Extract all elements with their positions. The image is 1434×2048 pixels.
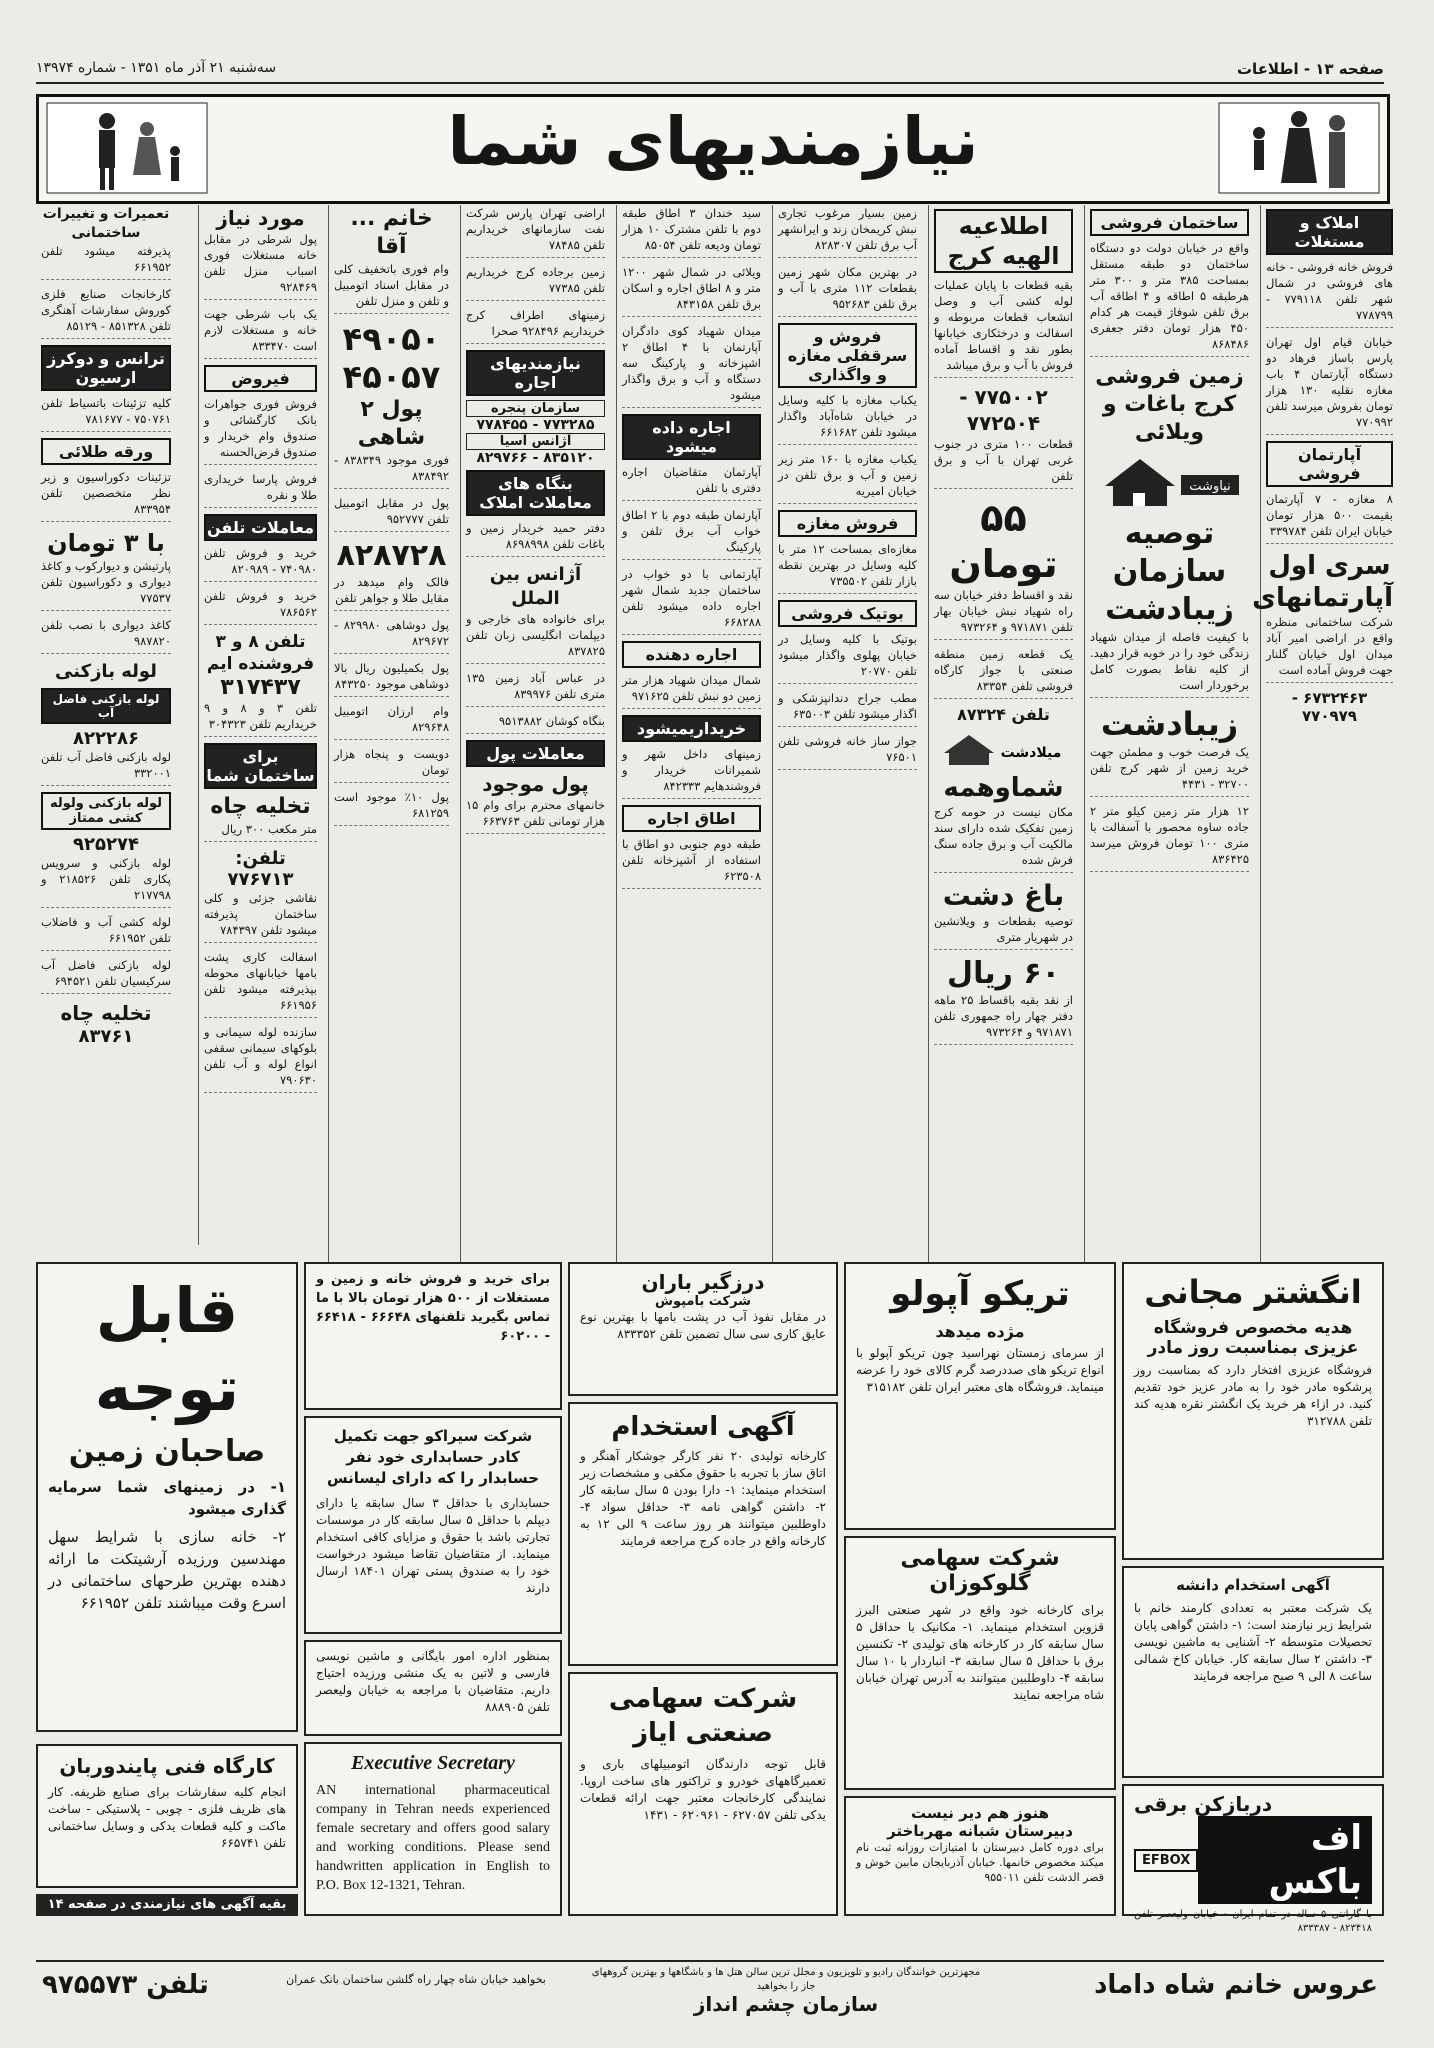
ad-headline: پول موجود — [482, 772, 589, 796]
ad-item: یک باب شرطی جهت خانه و مستغلات لازم است ۸۳۳۴۷۰ — [204, 306, 317, 359]
column-agencies — [460, 205, 610, 1275]
ad-title: شرکت سیراکو جهت تکمیل کادر حسابداری خود نفر حسابدار را که دارای لیسانس — [326, 1427, 540, 1487]
ad-headline: سری اول آپارتمانهای — [1252, 551, 1393, 613]
ad-paragraph: فروشگاه عزیزی افتخار دارد که بمناسبت روز پرشکوه مادر خود را به مادر عزیز خود تقدیم کنید. در ازاء هر خرید یک انگشتر نقره هدیه کند تلفن ۳۱۲۷۸۸ — [1134, 1363, 1372, 1428]
ad-item: کاغذ دیواری با نصب تلفن ۹۸۷۸۲۰ — [41, 617, 171, 654]
ad-subtitle: صاحبان زمین — [68, 1434, 266, 1469]
ad-item: پول بکمیلیون ریال بالا دوشاهی موجود ۸۴۳۲۵۰ — [334, 660, 449, 697]
page-footer — [36, 1960, 1384, 2016]
section-heading: آپارتمان فروشی — [1266, 441, 1393, 487]
ad-item: نقاشی جزئی و کلی ساختمان پذیرفته میشود تلفن ۷۸۴۳۹۷ — [204, 890, 317, 943]
ad-item: توصیه بقطعات و ویلانشین در شهریار متری — [934, 913, 1073, 950]
section-heading: خریداریمیشود — [622, 715, 761, 742]
ad-box-angoshtar — [1122, 1262, 1384, 1560]
ad-item: کارخانجات صنایع فلزی کوروش سفارشات آهنگری تلفن ۸۵۱۳۲۸ - ۸۵۱۲۹ — [41, 286, 171, 339]
ad-paragraph: از سرمای زمستان نهراسید چون تریکو آپولو با انواع تریکو های صددرصد گرم کالای خود را عرضه مینماید. فروشگاه های معتبر ایران تلفن ۳۱۵۱۸۲ — [856, 1346, 1104, 1394]
ad-item: از نقد بقیه باقساط ۲۵ ماهه دفتر چهار راه جمهوری تلفن ۹۷۱۸۷۱ و ۹۷۳۲۶۴ — [934, 992, 1073, 1045]
miladasht-logo-icon — [939, 727, 1069, 769]
ad-item: زمینهای داخل شهر و شمیرانات خریدار و فروشندهایم ۸۴۲۳۳۳ — [622, 746, 761, 799]
ad-paragraph: بمنظور اداره امور بایگانی و ماشین نویسی فارسی و لاتین به یک منشی ورزیده احتیاج داریم. متقاضیان با مراجعه به خیابان ولیعصر تلفن ۸۸۸۹۰۵ — [316, 1649, 550, 1714]
ad-item: تلفن ۳ و ۸ و ۹ خریداریم تلفن ۳۰۴۳۲۳ — [204, 700, 317, 737]
section-banner — [36, 94, 1390, 204]
ad-item: لوله بازکنی فاضل آب سرکیسیان تلفن ۶۹۴۵۲۱ — [41, 957, 171, 994]
section-heading: معاملات تلفن — [204, 514, 317, 541]
ad-paragraph: برای خرید و فروش خانه و زمین و مستغلات از ۵۰۰ هزار تومان بالا با ما تماس بگیرید تلفنهای ۶۶۶۴۸ - ۶۶۴۱۸ - ۶۰۲۰۰ — [316, 1272, 550, 1344]
ad-paragraph: AN international pharmaceutical company in Tehran needs experienced female secretary and offers good salary and working conditions. Please send handwritten application in English to P.O. Box 12-1321, Tehran. — [316, 1783, 550, 1893]
ad-title: انگشتر مجانی — [1144, 1273, 1362, 1311]
ad-box-executive-secretary — [304, 1742, 562, 1916]
ad-title: آگهی استخدام دانشه — [1176, 1576, 1330, 1594]
footer-left-phone: تلفن ۹۷۵۵۷۳ — [42, 1970, 209, 2000]
ad-title: آگهی استخدام — [611, 1412, 795, 1442]
ad-item: اسفالت کاری پشت بامها خیابانهای محوطه بپذیرفته میشود تلفن ۶۶۱۹۵۶ — [204, 949, 317, 1018]
ad-item: بوتیک با کلیه وسایل در خیابان پهلوی واگذار میشود تلفن ۲۰۷۷۰ — [778, 631, 917, 684]
ad-item: نقد و اقساط دفتر خیابان سه راه شهیاد نبش خیابان بهار تلفن ۹۷۱۸۷۱ و ۹۷۳۲۶۴ — [934, 587, 1073, 640]
ad-headline: تعمیرات و تغییرات ساختمانی — [42, 206, 170, 241]
ad-item: طبقه دوم جنوبی دو اطاق با استفاده از آشپزخانه تلفن ۶۲۳۵۰۸ — [622, 836, 761, 889]
footer-center-text: مجهزترین خوانندگان رادیو و تلویزیون و مجلل ترین سالن هتل ها و باشگاهها و بهترین گروههای جاز را بخواهید — [591, 1967, 981, 1992]
ad-item: زمین بسیار مرغوب تجاری نبش کریمخان زند و ایرانشهر آب برق تلفن ۸۲۸۳۰۷ — [778, 205, 917, 258]
ad-phone: ۴۹۰۵۰ — [342, 320, 441, 358]
ad-box-estekhdam — [568, 1402, 838, 1666]
ad-subtitle: دبیرستان شبانه مهرباختر — [887, 1822, 1073, 1840]
ad-paragraph: قابل توجه دارندگان اتومبیلهای باری و تعمیرگاههای خودرو و تراکتور های ساخت اروپا. نمایندگی کارخانجات معتبر جهت ارائه قطعات یدکی تلفن ۶۲۷۰۵۷ - ۶۲۰۹۶۱ - ۱۴۳۱ — [580, 1757, 826, 1822]
section-heading: فروش و سرقفلی مغازه و واگذاری — [778, 323, 917, 388]
ad-title: دربازکن برقی — [1134, 1792, 1273, 1816]
ad-phone: تلفن: ۷۷۶۷۱۳ — [227, 848, 294, 890]
ad-box-kargah — [36, 1744, 298, 1888]
section-heading: فیروض — [204, 365, 317, 392]
section-heading: ترانس و دوکرز ارسیون — [41, 345, 171, 391]
ad-paragraph: حسابداری با حداقل ۳ سال سابقه یا دارای دیپلم با حداقل ۵ سال سابقه کار در موسسات تجارتی باشد با حقوق و مزایای کافی استخدام مینماید. از متقاضیان تقاضا میشود درخواست خود را به صندوق پستی تهران ۱۸۴۰۱ ارسال دارند — [316, 1496, 551, 1595]
ad-item: شمال میدان شهیاد هزار متر زمین دو نبش تلفن ۹۷۱۶۲۵ — [622, 672, 761, 709]
ad-item: بنگاه کوشان ۹۵۱۳۸۸۲ — [466, 713, 605, 734]
ad-subtitle: شرکت بامپوش — [655, 1294, 751, 1309]
ad-phone: ۶۷۳۲۴۶۳ - ۷۷۰۹۷۹ — [1291, 689, 1368, 725]
ad-box-golkuzan — [844, 1536, 1116, 1790]
ad-paragraph: کارخانه تولیدی ۲۰ نفر کارگر جوشکار آهنگر و اتاق ساز با تجربه با حقوق مکفی و مشخصات زیر استخدام مینماید: ۱- دارا بودن ۵ سال سابقه کار ۲- داشتن گواهی نامه ۳- حداقل سواد ۴- داوطلبین میتوانند هر روز ساعت ۹ الی ۱۲ به کارخانه واقع در جاده کرج مراجعه فرمایند — [580, 1449, 827, 1548]
section-heading: اجاره دهنده — [622, 641, 761, 668]
section-heading: لوله بازکنی ولوله کشی ممتاز — [41, 792, 171, 830]
house-logo-icon — [1095, 451, 1245, 511]
banner-title: نیازمندیهای شما — [447, 103, 979, 180]
ad-title: قابل توجه — [94, 1274, 240, 1425]
ad-item: لوله بازکنی فاضل آب تلفن ۳۳۲۰۰۱ — [41, 749, 171, 786]
column-rentals — [616, 205, 766, 1275]
ad-paragraph: برای کارخانه خود واقع در شهر صنعتی البرز قزوین استخدام مینماید. ۱- مکانیک با حداقل ۵ سال سابقه کار در کارخانه های تولیدی ۲- تکنسین برق با حداقل ۵ سال سابقه ۳- انباردار با ۱۰ سال سابقه ۴- داوطلبین میتوانند به آدرس تهران خیابان شاه مراجعه نمایند — [856, 1603, 1105, 1702]
ad-item: خانمهای محترم برای وام ۱۵ هزار تومانی تلفن ۶۶۳۷۶۳ — [466, 797, 605, 834]
ad-headline: با ۳ تومان — [47, 529, 165, 557]
ad-paragraph: یک شرکت معتبر به تعدادی کارمند خانم با شرایط زیر نیازمند است: ۱- داشتن گواهی پایان تحصیلات متوسطه ۲- آشنایی به ماشین نویسی ۳- داشتن ۲ سال سابقه کار. خیابان کاخ شمالی ساعت ۸ الی ۹ صبح مراجعه فرمایند — [1134, 1601, 1372, 1683]
efbox-brand: اف باکس — [1198, 1816, 1372, 1904]
ad-box-tricot-apollo — [844, 1262, 1116, 1530]
section-heading: بوتیک فروشی — [778, 600, 917, 627]
ad-item: خرید و فروش تلفن ۷۸۶۵۶۲ — [204, 588, 317, 625]
page-header — [36, 56, 1384, 84]
ad-title: کارگاه فنی پایندوربان — [59, 1754, 275, 1778]
ad-item: با کیفیت فاصله از میدان شهیاد زندگی خود را در خوبه قرار دهید. از کلیه نقاط بصورت کامل برخوردار است — [1090, 629, 1249, 698]
section-heading: معاملات پول — [466, 740, 605, 767]
ad-box-darzgir — [568, 1262, 838, 1396]
ad-phone: ۳۱۷۴۳۷ — [220, 675, 301, 700]
ad-title: شرکت سهامی صنعتی ایاز — [608, 1684, 798, 1748]
ad-phone: ۸۲۸۷۲۸ — [336, 538, 447, 573]
ad-paragraph: در مقابل نفوذ آب در پشت بامها با بهترین نوع عایق کاری سی سال تضمین تلفن ۸۳۳۳۵۲ — [580, 1310, 826, 1341]
ad-item: پول شرطی در مقابل خانه مستغلات فوری اسباب منزل تلفن ۹۲۸۴۶۹ — [204, 231, 317, 300]
ad-item: یکباب مغازه با ۱۶۰ متر زیر زمین و آب و برق تلفن در خیابان امیریه — [778, 451, 917, 504]
ad-phone: تلفن ۸۷۳۲۴ — [957, 705, 1050, 724]
ad-item: پارتیشن و دیوارکوب و کاغذ دیواری و دکوراسیون تلفن ۷۷۵۳۷ — [41, 558, 171, 611]
ad-item: در عباس آباد زمین ۱۳۵ متری تلفن ۸۳۹۹۷۶ — [466, 670, 605, 707]
ad-phone: ۴۵۰۵۷ — [342, 358, 441, 396]
column-karaj-land — [928, 205, 1078, 1275]
ad-item: یک فرصت خوب و مطمئن جهت خرید زمین از شهر کرج تلفن ۳۲۷۰۰ - ۴۴۳۱ — [1090, 744, 1249, 797]
ad-item: دفتر حمید خریدار زمین و باغات تلفن ۸۶۹۸۹۹۸ — [466, 520, 605, 557]
ad-item: آپارتمانی با دو خواب در ساختمان جدید شمال شهر اجاره داده میشود تلفن ۶۶۸۲۸۸ — [622, 566, 761, 635]
ad-item: آپارتمان طبقه دوم با ۲ اطاق خواب آب برق تلفن و پارکینگ — [622, 507, 761, 560]
family-illustration-right — [1219, 103, 1379, 193]
section-heading: ساختمان فروشی — [1090, 209, 1249, 236]
continued-notice: بقیه آگهی های نیازمندی در صفحه ۱۴ — [36, 1894, 298, 1916]
ad-item: زمینهای اطراف کرج خریداریم ۹۲۸۴۹۶ صحرا — [466, 307, 605, 344]
ad-item: سید خندان ۳ اطاق طبقه دوم با تلفن مشترک ۱۰ هزار تومان ودیعه تلفن ۸۵۰۵۴ — [622, 205, 761, 258]
ad-item: اراضی تهران پارس شرکت نفت سازمانهای خریداریم تلفن ۷۸۴۸۵ — [466, 205, 605, 258]
ad-paragraph: برای دوره کامل دبیرستان با امتیازات روزانه ثبت نام میکند مخصوص خانمها. خیابان آذربایجان مابین خوش و قصر الدشت تلفن ۹۵۵۰۱۱ — [856, 1841, 1104, 1884]
ad-item: فروش خانه فروشی - خانه های فروشی در شمال شهر تلفن ۷۷۹۱۱۸ - ۷۷۸۷۹۹ — [1266, 259, 1393, 328]
ad-subtitle: مژده میدهد — [935, 1322, 1025, 1341]
ad-item: یکباب مغازه با کلیه وسایل در خیابان شاه‌آباد واگذار میشود تلفن ۶۶۱۶۸۲ — [778, 392, 917, 445]
ad-box-qabel-tavajoh — [36, 1262, 298, 1732]
family-illustration-left — [47, 103, 207, 193]
ad-box-efbox — [1122, 1784, 1384, 1934]
column-real-estate — [1252, 205, 1398, 1275]
ad-headline: باغ دشت — [942, 879, 1065, 912]
ad-item: مطب جراح دندانپزشکی و اگذار میشود تلفن ۶۳۵۰۰۳ — [778, 690, 917, 727]
ad-item: خیابان قیام اول تهران پارس باساز فرهاد دو دستگاه آپارتمان ۴ باب مغازه نقلیه ۱۳۰ هزار تومان بفروش میرسد تلفن ۷۷۰۹۹۲ — [1266, 334, 1393, 435]
ad-item: کلیه تزئینات باتسیاط تلفن ۷۵۰۷۶۱ - ۷۸۱۶۷۷ — [41, 395, 171, 432]
ad-title: هنوز هم دیر نیست — [911, 1804, 1049, 1822]
ad-headline: زیبادشت — [1100, 705, 1239, 743]
ad-box-ayaz — [568, 1672, 838, 1916]
ad-item: برای خانواده های خارجی و دیپلمات انگلیسی زبان تلفن ۸۳۷۸۲۵ — [466, 611, 605, 664]
ad-paragraph: انجام کلیه سفارشات برای صنایع ظریفه. کار های ظریف فلزی - چوبی - پلاستیکی - ساخت ماکت و کلیه قطعات یدکی و وسایل ساختمانی تلفن ۶۶۵۷۴۱ — [48, 1785, 286, 1850]
section-heading: ورقه طلائی — [41, 438, 171, 465]
ad-box-sirko — [304, 1416, 562, 1634]
page-label: صفحه ۱۳ - اطلاعات — [1236, 60, 1384, 78]
ad-subtitle: عزیزی بمناسبت روز مادر — [1147, 1338, 1359, 1358]
ad-item: یک قطعه زمین منطقه صنعتی با جواز کارگاه فروشی تلفن ۸۳۳۵۴ — [934, 646, 1073, 699]
ad-phone: ۸۲۲۲۸۶ — [73, 728, 139, 749]
ad-headline: تلفن ۸ و ۳ فروشنده ایم — [206, 632, 315, 674]
ad-item: شرکت ساختمانی منظره واقع در اراضی امیر آباد میدان اول خیابان گلنار جهت فروش آماده است — [1266, 614, 1393, 683]
ad-item: لوله کشی آب و فاضلاب تلفن ۶۶۱۹۵۲ — [41, 914, 171, 951]
ad-paragraph: ۱- در زمینهای شما سرمایه گذاری میشود — [48, 1478, 286, 1518]
ad-headline: سازمان پنجره — [466, 400, 605, 417]
ad-item: متر مکعب ۳۰۰ ریال — [204, 821, 317, 842]
ad-headline: لوله بازکنی — [55, 661, 157, 682]
ad-title: شرکت سهامی گلوکوزان — [900, 1546, 1060, 1596]
section-heading: لوله بازکنی فاضل آب — [41, 688, 171, 724]
footer-left-text: بخواهید خیابان شاه چهار راه گلشن ساختمان بانک عمران — [286, 1973, 546, 1986]
section-heading: املاک و مستغلات — [1266, 209, 1393, 255]
ad-item: بقیه قطعات با پایان عملیات لوله کشی آب و وصل انشعاب قطعات مربوطه و اسفالت و درختکاری خیابانها بطور نقد و اقساط آماده فروش با آب و برق میباشد — [934, 277, 1073, 378]
ad-item: خرید و فروش تلفن ۷۴۰۹۸۰ - ۸۲۰۹۸۹ — [204, 545, 317, 582]
ad-headline: آژانس آسیا — [466, 433, 605, 450]
column-loans — [328, 205, 454, 1275]
column-shops — [772, 205, 922, 1275]
ad-headline: اطلاعیه الهیه کرج — [934, 209, 1073, 273]
column-building-sale — [1084, 205, 1254, 1275]
ad-phone: ۹۲۵۲۷۴ — [73, 834, 139, 855]
ad-item: لوله بازکنی و سرویس پکاری تلفن ۲۱۸۵۲۶ و ۲۱۷۷۹۸ — [41, 855, 171, 908]
ad-phone: ۷۷۳۲۸۵ - ۷۷۸۴۵۵ — [476, 417, 595, 433]
ad-title: تریکو آپولو — [890, 1274, 1070, 1314]
ad-item: جواز ساز خانه فروشی تلفن ۷۶۵۰۱ — [778, 733, 917, 770]
ad-headline: مورد نیاز — [216, 206, 305, 230]
ad-box-secretary-fa — [304, 1640, 562, 1736]
section-heading: بنگاه های معاملات املاک — [466, 470, 605, 516]
footer-right-ad: عروس خانم شاه داماد — [1094, 1970, 1378, 2000]
ad-item: وام فوری باتخفیف کلی در مقابل اسناد اتومبیل و تلفن و منزل تلفن — [334, 261, 449, 314]
ad-item: پذیرفته میشود تلفن ۶۶۱۹۵۲ — [41, 243, 171, 280]
section-heading: برای ساختمان شما — [204, 743, 317, 789]
ad-item: مغازه‌ای بمساحت ۱۲ متر با کلیه وسایل در بهترین نقطه بازار تلفن ۷۳۵۵۰۲ — [778, 541, 917, 594]
ad-item: میدان شهیاد کوی دادگران آپارتمان با ۴ اطاق ۲ اشپزخانه و پارکینگ سه دستگاه و آب و برق واگذار میشود — [622, 323, 761, 408]
section-heading: نیازمندیهای اجاره — [466, 350, 605, 396]
column-needs — [198, 205, 322, 1245]
ad-subtitle: هدیه مخصوص فروشگاه — [1153, 1318, 1353, 1338]
ad-item: ویلائی در شمال شهر ۱۲۰۰ متر و ۸ اطاق اجاره و اسکان برق تلفن ۸۴۳۱۵۸ — [622, 264, 761, 317]
ad-item: آپارتمان متقاضیان اجاره دفتری با تلفن — [622, 464, 761, 501]
ad-paragraph: ۲- خانه سازی با شرایط سهل مهندسین ورزیده آرشیتکت ما ارائه دهنده بهترین طرحهای ساختمانی در اسرع وقت میباشند تلفن ۶۶۱۹۵۲ — [48, 1528, 286, 1612]
ad-item: دویست و پنجاه هزار تومان — [334, 746, 449, 783]
ad-box-dabirestan — [844, 1796, 1116, 1916]
ad-item: زمین برجاده کرج خریداریم تلفن ۷۷۳۸۵ — [466, 264, 605, 301]
ad-headline: زمین فروشی کرج باغات و ویلائی — [1095, 364, 1244, 445]
ad-item: وام ارزان اتومبیل ۸۲۹۶۴۸ — [334, 703, 449, 740]
ad-item: فروش فوری جواهرات بانک کارگشائی و صندوق وام خریدار و صندوق قرض‌الحسنه — [204, 396, 317, 465]
ad-item: پول در مقابل اتومبیل تلفن ۹۵۲۷۷۷ — [334, 495, 449, 532]
ad-item: پول ۱۰٪ موجود است ۶۸۱۲۵۹ — [334, 789, 449, 826]
ad-paragraph: با گارانتی ۵ ساله در تمام ایران - خیابان ولیعصر تلفن ۸۲۳۴۱۸ - ۸۳۳۳۸۷ — [1134, 1909, 1372, 1934]
section-heading: اجاره داده میشود — [622, 414, 761, 460]
column-services — [36, 205, 176, 1245]
ad-item: قطعات ۱۰۰ متری در جنوب غربی تهران با آب و برق تلفن — [934, 436, 1073, 489]
ad-headline: تخلیه چاه — [210, 794, 311, 819]
ad-box-property-trade — [304, 1262, 562, 1410]
ad-headline: خانم ... آقا — [350, 206, 433, 259]
ad-item: پول دوشاهی ۸۲۹۹۸۰ - ۸۲۹۶۷۲ — [334, 617, 449, 654]
ad-item: ۸ مغازه - ۷ آپارتمان بقیمت ۵۰۰ هزار تومان خیابان ایران تلفن ۳۳۹۷۸۴ — [1266, 491, 1393, 544]
ad-item: ۱۲ هزار متر زمین کیلو متر ۲ جاده ساوه محصور با آسفالت با متری ۱۰۰ تومان فروش میرسد ۸۳۶۴۲۵ — [1090, 803, 1249, 872]
ad-phone: ۸۳۵۱۲۰ - ۸۲۹۷۶۶ — [476, 450, 595, 466]
ad-item: فوری موجود ۸۳۸۳۴۹ - ۸۳۸۴۹۲ — [334, 452, 449, 489]
ad-item: سازنده لوله سیمانی و بلوکهای سیمانی سقفی انواع لوله و آب تلفن ۷۹۰۶۳۰ — [204, 1024, 317, 1093]
ad-headline: توصیه سازمان زیبادشت — [1105, 516, 1234, 627]
ad-title: Executive Secretary — [351, 1752, 515, 1774]
ad-headline: شماوهمه — [943, 773, 1064, 803]
ad-phone: ۸۳۷۶۱ — [78, 1026, 134, 1047]
ad-headline: ۵۵ تومان — [949, 496, 1058, 586]
ad-item: فالک وام میدهد در مقابل طلا و جواهر تلفن — [334, 574, 449, 611]
ad-item: واقع در خیابان دولت دو دستگاه ساختمان دو طبقه مستقل بمساحت ۳۸۵ متر و ۳۰۰ متر هرطبقه ۵ اطاقه و ۴ اطاقه آب برق تلفن شوفاژ قیمت هر کدام ۴۵۰ هزار تومان دفتر جعفری ۸۶۸۴۸۶ — [1090, 240, 1249, 357]
ad-item: تزئینات دکوراسیون و زیر نظر متخصصین تلفن ۸۳۳۹۵۴ — [41, 469, 171, 522]
issue-date: سه‌شنبه ۲۱ آذر ماه ۱۳۵۱ - شماره ۱۳۹۷۴ — [36, 60, 277, 76]
ad-item: فروش پارسا خریداری طلا و نقره — [204, 471, 317, 508]
ad-box-estekhdam-2 — [1122, 1566, 1384, 1778]
ad-title: درزگیر باران — [641, 1270, 765, 1294]
ad-item: مکان نیست در حومه کرج زمین تفکیک شده دارای سند مالکیت آب و برق جاده سنگ فرش شده — [934, 804, 1073, 873]
logo-text: نیاوشت — [1188, 479, 1231, 494]
ad-headline: تخلیه چاه — [60, 1001, 152, 1025]
footer-center-title: سازمان چشم انداز — [693, 1992, 879, 2016]
ad-item: در بهترین مکان شهر زمین بقطعات ۱۱۲ متری با آب و برق تلفن ۹۵۲۶۸۳ — [778, 264, 917, 317]
ad-headline: پول ۲ شاهی — [357, 397, 426, 450]
section-heading: فروش مغازه — [778, 510, 917, 537]
section-heading: اطاق اجاره — [622, 805, 761, 832]
ad-headline: آژانس بین الملل — [489, 564, 582, 609]
ad-phone: ۷۷۵۰۰۲ - ۷۷۲۵۰۴ — [959, 385, 1048, 435]
ad-headline: ۶۰ ریال — [947, 956, 1060, 991]
logo-text: میلادشت — [1000, 745, 1061, 761]
efbox-logo: EFBOX — [1134, 1849, 1198, 1872]
